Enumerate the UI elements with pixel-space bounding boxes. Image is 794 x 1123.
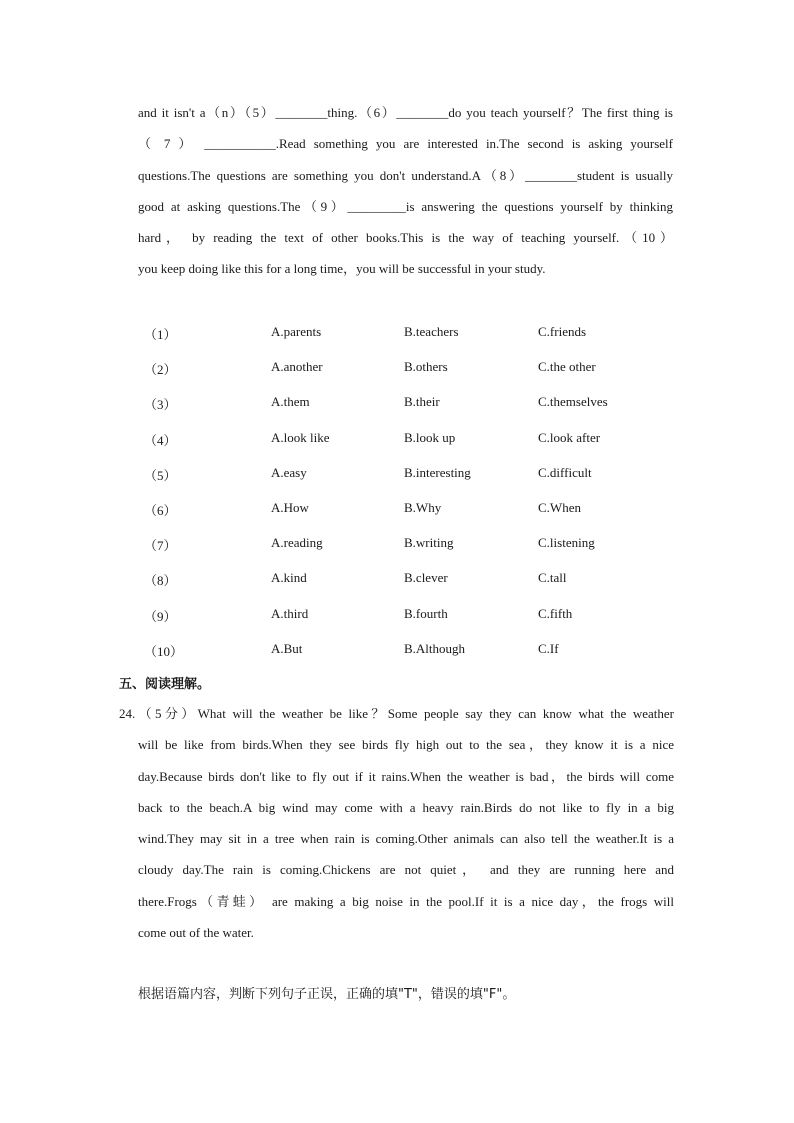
option-b: B.look up xyxy=(404,429,456,445)
option-a: A.reading xyxy=(271,535,323,551)
option-number: （6） xyxy=(144,502,177,518)
passage-line: you keep doing like this for a long time，you will be successful in your study. xyxy=(138,261,546,277)
option-a: A.them xyxy=(271,394,310,410)
option-row xyxy=(138,353,678,388)
question-line: 24.（5分）What will the weather be like？Some people say they can know what the weather xyxy=(119,706,674,721)
question-line: back to the beach.A big wind may come with a heavy rain.Birds do not like to fly in a big xyxy=(138,799,674,815)
options-table xyxy=(138,318,678,670)
option-number: （7） xyxy=(144,538,177,554)
option-c: C.fifth xyxy=(538,605,573,621)
option-a: A.third xyxy=(271,605,309,621)
option-number: （8） xyxy=(144,573,177,589)
option-row xyxy=(138,494,678,529)
option-b: B.writing xyxy=(404,535,454,551)
option-c: C.the other xyxy=(538,359,596,375)
passage-line: hard， by reading the text of other books.This is the way of teaching yourself.（10） xyxy=(138,230,673,246)
option-number: （10） xyxy=(144,643,184,659)
option-row xyxy=(138,635,678,670)
option-a: A.kind xyxy=(271,570,307,586)
option-row xyxy=(138,600,678,635)
option-c: C.When xyxy=(538,499,581,515)
option-b: B.teachers xyxy=(404,324,459,339)
question-line: there.Frogs（青蛙） are making a big noise in the pool.If it is a nice day，the frogs will xyxy=(138,893,674,909)
option-c: C.tall xyxy=(538,570,567,586)
option-number: （5） xyxy=(144,467,177,483)
option-a: A.How xyxy=(271,499,309,515)
passage-line: good at asking questions.The（9）_________is answering the questions yourself by thinking xyxy=(138,198,673,214)
option-c: C.look after xyxy=(538,429,601,445)
question-line: come out of the water. xyxy=(138,925,254,941)
option-row xyxy=(138,564,678,599)
option-number: （2） xyxy=(144,362,177,378)
option-a: A.another xyxy=(271,359,323,375)
option-row xyxy=(138,529,678,564)
option-b: B.interesting xyxy=(404,464,471,480)
option-a: A.easy xyxy=(271,464,307,480)
option-c: C.If xyxy=(538,640,559,656)
instruction-text: 根据语篇内容，判断下列句子正误，正确的填"T"，错误的填"F"。 xyxy=(138,987,516,1002)
option-a: A.look like xyxy=(271,429,330,445)
cloze-passage xyxy=(138,97,673,285)
option-b: B.Why xyxy=(404,499,442,515)
option-row xyxy=(138,388,678,423)
option-row xyxy=(138,424,678,459)
option-row xyxy=(138,459,678,494)
option-c: C.friends xyxy=(538,324,587,339)
option-row xyxy=(138,318,678,353)
option-a: A.parents xyxy=(271,324,322,339)
reading-passage xyxy=(119,698,674,948)
question-line: cloudy day.The rain is coming.Chickens are not quiet， and they are running here and xyxy=(138,862,674,878)
option-b: B.clever xyxy=(404,570,448,586)
passage-line: questions.The questions are something you don't understand.A（8）________student is usually xyxy=(138,167,673,183)
option-b: B.their xyxy=(404,394,440,410)
question-line: day.Because birds don't like to fly out if it rains.When the weather is bad，the birds will come xyxy=(138,768,674,784)
option-b: B.Although xyxy=(404,640,466,656)
option-c: C.themselves xyxy=(538,394,608,410)
option-b: B.fourth xyxy=(404,605,448,621)
option-number: （1） xyxy=(144,327,177,342)
passage-line: and it isn't a（n）（5）________thing.（6）________do you teach yourself？The first thing is xyxy=(138,105,673,120)
passage-line: （ 7 ） ___________.Read something you are interested in.The second is asking yourself xyxy=(138,136,673,152)
question-line: wind.They may sit in a tree when rain is coming.Other animals can also tell the weather.It is a xyxy=(138,831,674,847)
option-number: （9） xyxy=(144,608,177,624)
option-c: C.difficult xyxy=(538,464,592,480)
option-c: C.listening xyxy=(538,535,595,551)
option-b: B.others xyxy=(404,359,448,375)
option-a: A.But xyxy=(271,640,303,656)
option-number: （3） xyxy=(144,397,177,413)
section-heading: 五、阅读理解。 xyxy=(119,677,211,692)
question-line: will be like from birds.When they see birds fly high out to the sea，they know it is a nice xyxy=(138,737,674,753)
option-number: （4） xyxy=(144,432,177,448)
